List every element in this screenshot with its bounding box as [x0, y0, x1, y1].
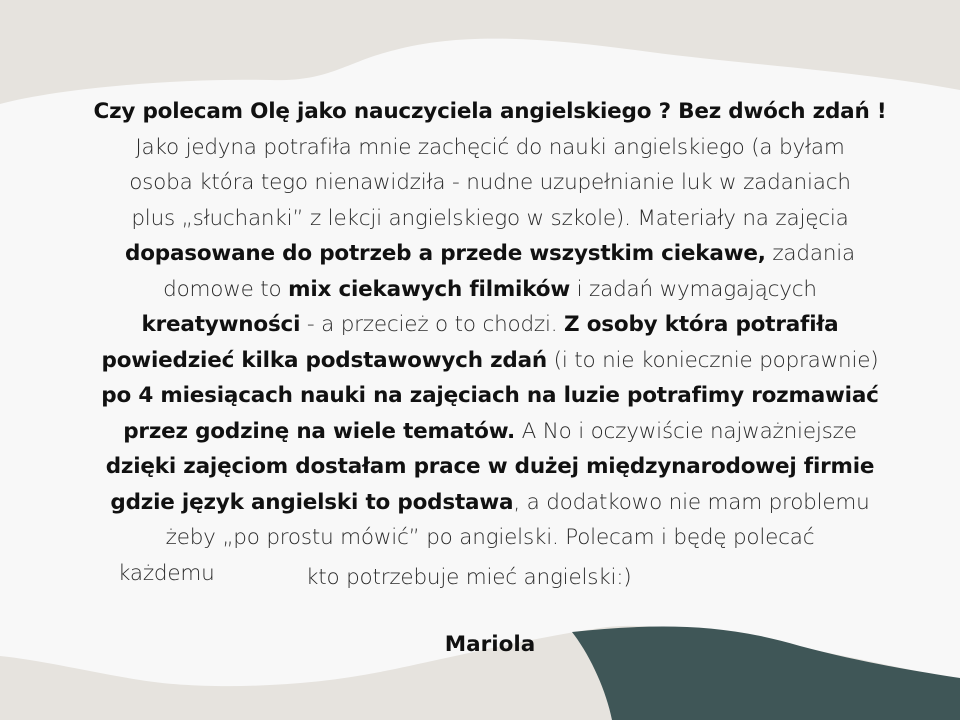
bold-fragment: po 4 miesiącach nauki na zajęciach na luzie potrafimy rozmawiać: [101, 383, 879, 408]
review-line: [56, 485, 924, 521]
text-fragment: i zadań wymagających: [570, 276, 817, 302]
review-line: [56, 272, 924, 308]
text-fragment: A No i oczywiście najważniejsze: [514, 418, 857, 444]
bold-fragment: powiedzieć kilka podstawowych zdań: [101, 347, 548, 373]
bold-fragment: Z osoby która potrafiła: [564, 312, 839, 337]
review-line: [56, 343, 924, 379]
review-line: osoba która tego nienawidziła - nudne uzupełnianie luk w zadaniach: [129, 170, 851, 195]
text-fragment: zadania: [765, 241, 855, 266]
bold-fragment: dzięki zajęciom dostałam prace w dużej międzynarodowej firmie: [105, 454, 875, 479]
text-fragment: , a dodatkowo nie mam problemu: [513, 489, 870, 515]
bold-fragment: dopasowane do potrzeb a przede wszystkim ciekawe,: [125, 241, 766, 266]
bold-fragment: mix ciekawych filmików: [288, 276, 570, 302]
review-line: [56, 307, 924, 343]
review-line: [56, 236, 924, 272]
author-name: Mariola: [444, 632, 536, 657]
review-line: [56, 414, 924, 450]
review-line: [56, 378, 924, 414]
bold-fragment: przez godzinę na wiele tematów.: [123, 418, 515, 444]
review-line: [56, 449, 924, 485]
bold-fragment: gdzie język angielski to podstawa: [110, 489, 514, 515]
review-text: [56, 94, 924, 591]
text-fragment: (i to nie koniecznie poprawnie): [547, 347, 879, 373]
review-line: [56, 94, 924, 130]
review-line: [56, 556, 924, 591]
text-fragment: - a przecież o to chodzi.: [300, 312, 565, 337]
review-heading: Czy polecam Olę jako nauczyciela angielskiego ? Bez dwóch zdań !: [93, 99, 887, 124]
text-fragment: kto potrzebuje mieć angielski:): [306, 564, 632, 590]
review-line: żeby „po prostu mówić” po angielski. Polecam i będę polecać: [165, 525, 815, 550]
text-fragment: domowe to: [163, 276, 289, 302]
review-line: plus „słuchanki” z lekcji angielskiego w szkole). Materiały na zajęcia: [131, 205, 849, 231]
bold-fragment: kreatywności: [141, 312, 301, 337]
text-fragment: każdemu: [118, 560, 215, 586]
review-line: Jako jedyna potrafiła mnie zachęcić do nauki angielskiego (a byłam: [135, 134, 845, 160]
